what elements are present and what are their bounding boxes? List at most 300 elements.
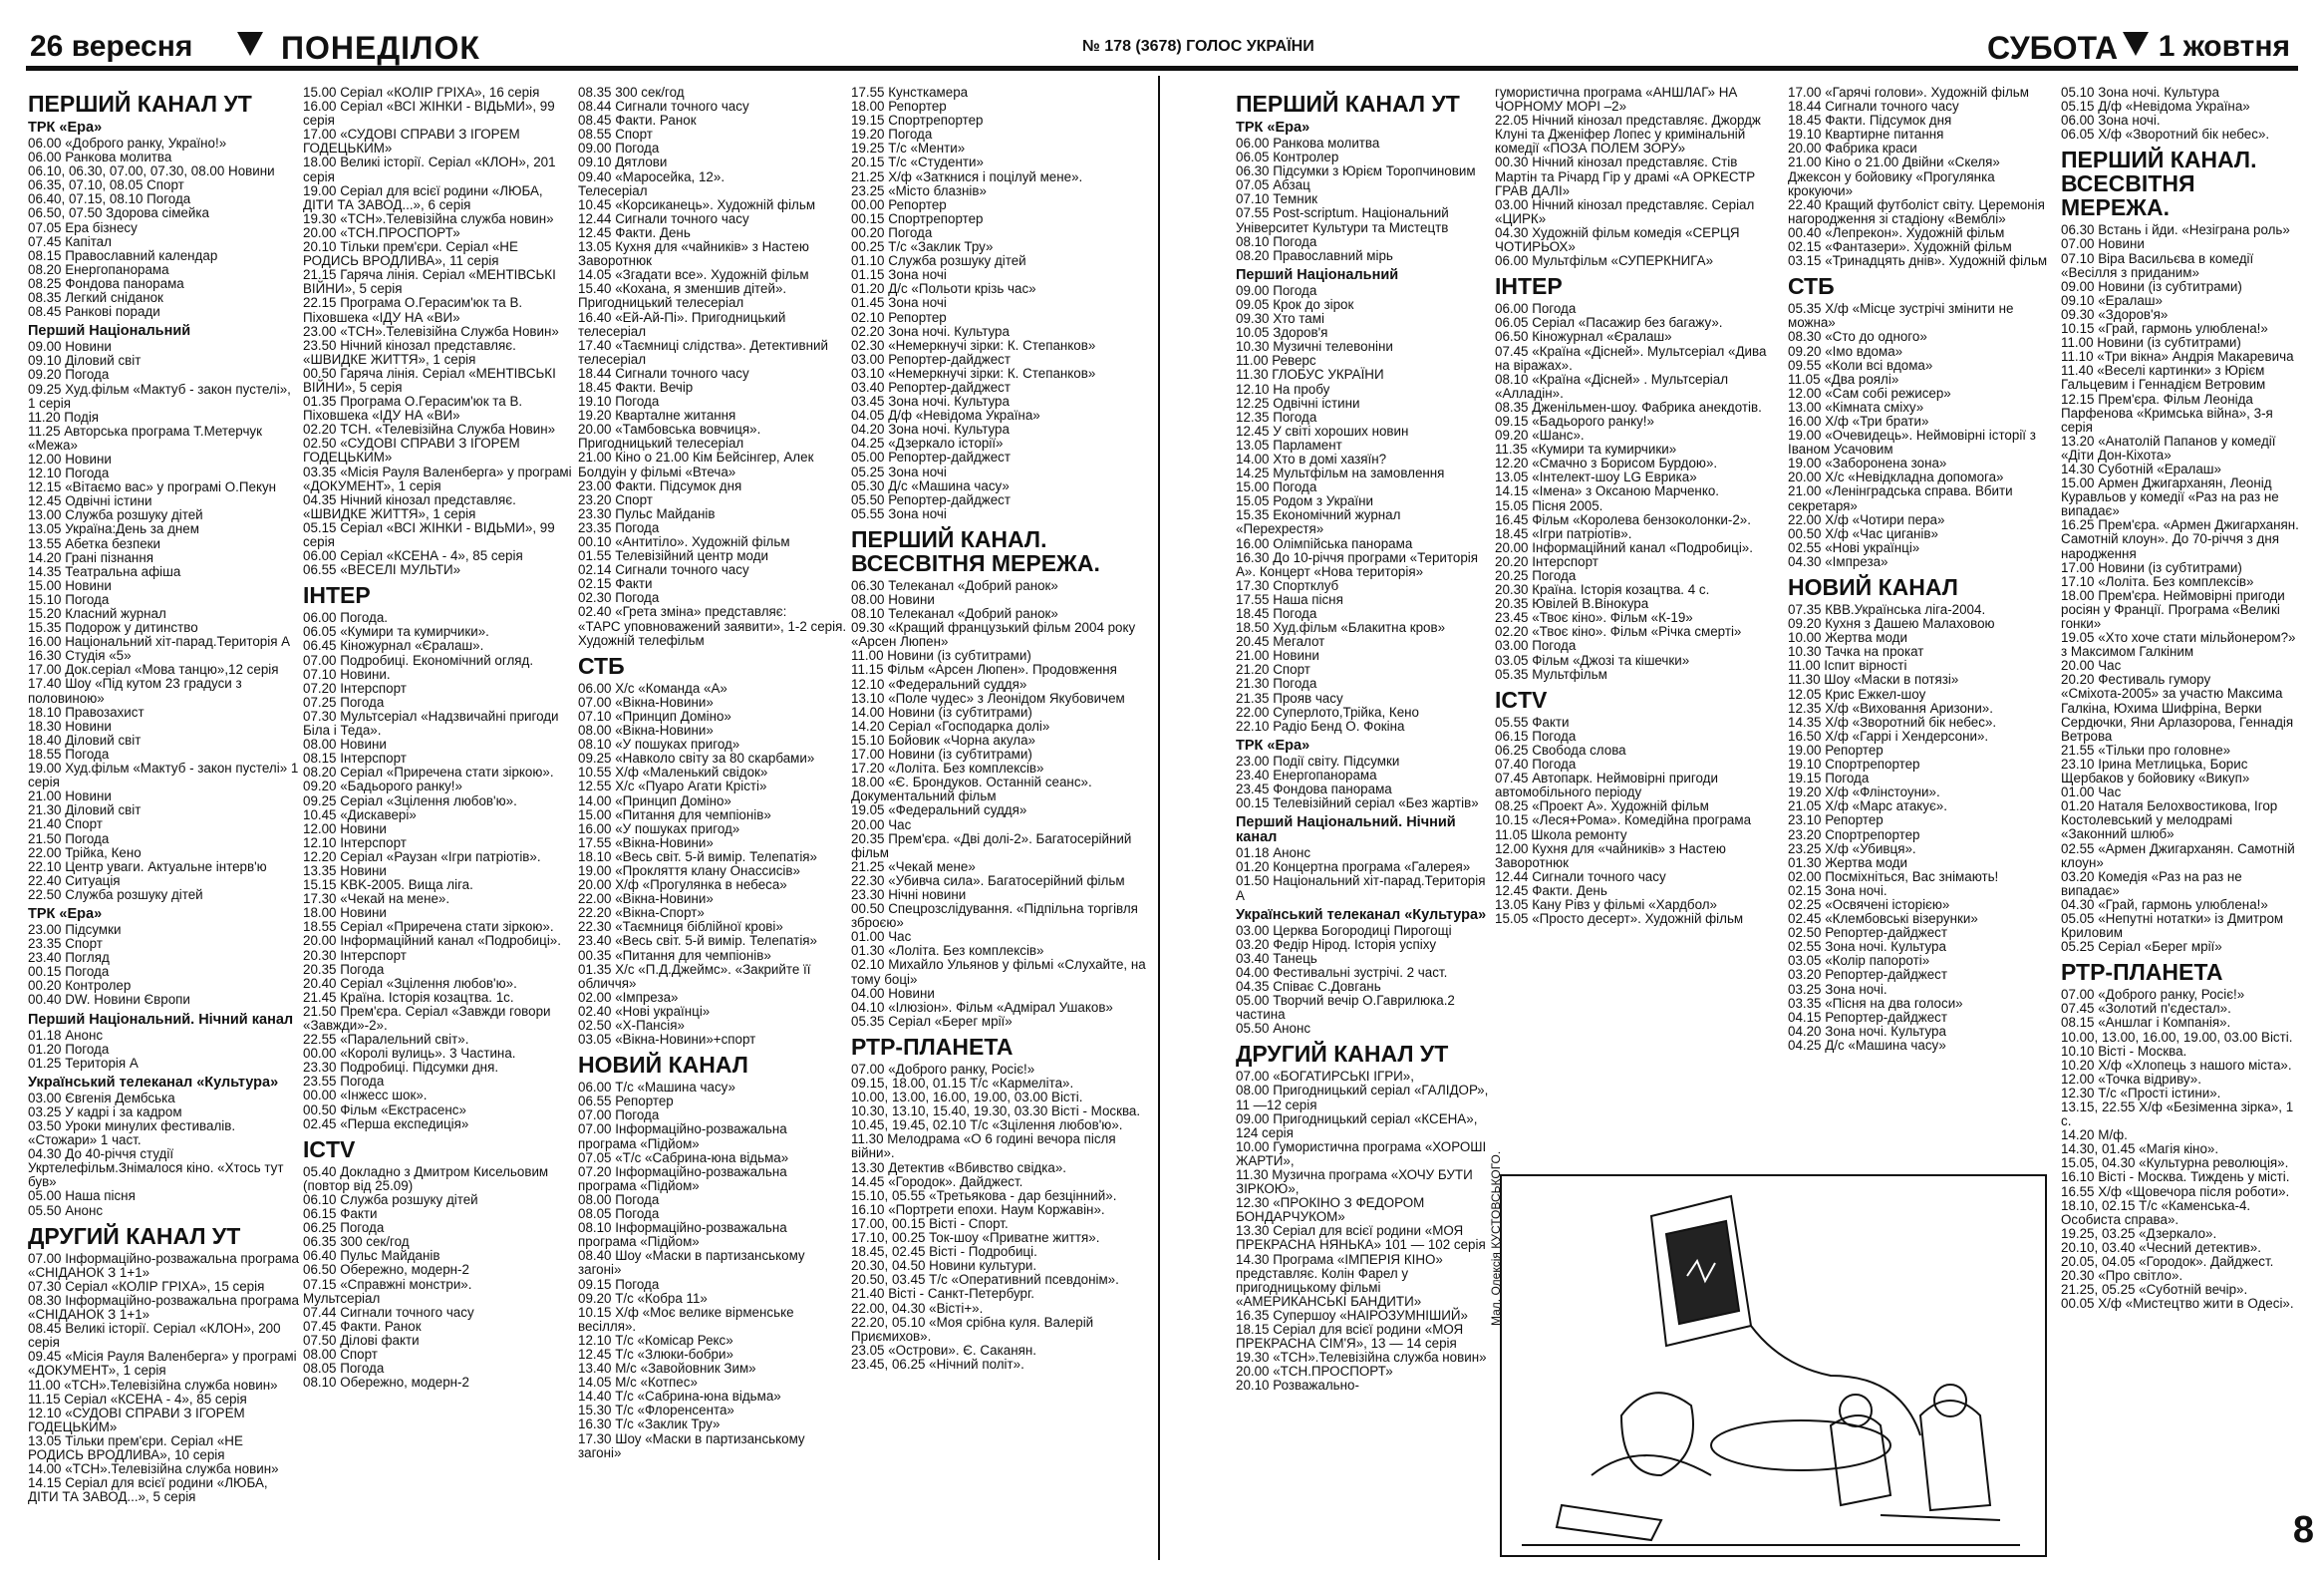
schedule-item: 07.00 Погода xyxy=(578,1107,660,1123)
schedule-item: 14.15 Серіал для всієї родини «ЛЮБА, ДІТИ ТА ЗАВОД...», 5 серія xyxy=(28,1475,268,1505)
subchannel-title: Перший Національний xyxy=(1236,266,1399,283)
schedule-item: 19.25, 03.25 «Дзеркало». xyxy=(2061,1225,2217,1241)
schedule-item: 04.05 Д/ф «Невідома Україна» xyxy=(851,408,1040,424)
schedule-item: 15.05 Родом з України xyxy=(1236,493,1374,509)
schedule-item: 23.25 Х/ф «Убивця». xyxy=(1788,840,1916,856)
schedule-item: 22.40 Ситуація xyxy=(28,872,121,888)
schedule-item: 19.20 Кварталне житання xyxy=(578,408,736,424)
schedule-item: 06.00 Зона ночі. xyxy=(2061,113,2161,129)
schedule-item: 09.20 Кухня з Дашею Малаховою xyxy=(1788,616,1995,632)
schedule-item: 13.30 Детектив «Вбивство свідка». xyxy=(851,1159,1067,1175)
schedule-item: 13.05 Тільки прем'єри. Серіал «НЕ РОДИСЬ ВРОДЛИВА», 10 серія xyxy=(28,1432,243,1462)
schedule-item: 20.30 Інтерспорт xyxy=(303,947,407,963)
schedule-item: 12.00 «Сам собі режисер» xyxy=(1788,385,1951,401)
schedule-item: 11.20 Подія xyxy=(28,409,100,425)
schedule-item: 06.25 Погода xyxy=(303,1220,385,1236)
schedule-item: 12.44 Сигнали точного часу xyxy=(1495,868,1666,884)
schedule-item: 06.35 300 сек/год xyxy=(303,1234,410,1250)
schedule-item: 08.20 Енергопанорама xyxy=(28,261,169,277)
schedule-item: 21.00 «Ленінградська справа. Вбити секретаря» xyxy=(1788,483,2013,513)
schedule-item: 20.00 Інформаційний канал «Подробиці». xyxy=(303,933,561,949)
schedule-item: 02.15 Зона ночі. xyxy=(1788,882,1888,898)
schedule-item: 13.00 «Кімната сміху» xyxy=(1788,399,1924,415)
schedule-item: 01.20 Концертна програма «Галерея» xyxy=(1236,859,1471,875)
schedule-item: 19.10 Спортрепортер xyxy=(1788,757,1920,773)
schedule-item: 16.00 «У пошуках пригод» xyxy=(578,820,740,836)
schedule-item: 20.15 Т/с «Студенти» xyxy=(851,155,984,170)
schedule-item: 21.15 Гаряча лінія. Серіал «МЕНТІВСЬКІ ВІЙНИ», 5 серія xyxy=(303,267,556,297)
schedule-item: 05.00 Творчий вечір О.Гаврилюка.2 частина xyxy=(1236,993,1455,1023)
schedule-item: 21.40 Спорт xyxy=(28,816,103,832)
schedule-item: 00.30 Нічний кінозал представляє. Стів Мартін та Річард Гір у драмі «А ОРКЕСТР ГРАВ ДАЛІ» xyxy=(1495,155,1756,198)
schedule-item: 07.50 Ділові факти xyxy=(303,1332,420,1348)
subchannel-title: Перший Національний xyxy=(28,323,191,340)
schedule-item: 22.40 Кращий футболіст світу. Церемонія нагородження зі стадіону «Вемблі» xyxy=(1788,196,2045,226)
schedule-item: «ТАРС уповноважений заявити», 1-2 серія. Художній телефільм xyxy=(578,618,847,648)
schedule-item: 07.40 Погода xyxy=(1495,757,1577,773)
schedule-item: 03.00 Євгенія Дембська xyxy=(28,1090,175,1105)
schedule-item: 05.50 Репортер-дайджест xyxy=(851,491,1011,507)
schedule-item: 21.50 Погода xyxy=(28,830,110,846)
schedule-item: 02.50 Репортер-дайджест xyxy=(1788,925,1947,941)
right-date: 1 жовтня xyxy=(2158,30,2290,63)
schedule-item: 14.40 Т/с «Сабрина-юна відьма» xyxy=(578,1389,781,1405)
schedule-item: 18.15 Серіал для всієї родини «МОЯ ПРЕКРАСНА СІМ'Я», 13 — 14 серія xyxy=(1236,1322,1464,1352)
schedule-item: 20.20 Інтерспорт xyxy=(1495,553,1598,569)
schedule-item: 09.20 «Бадьорого ранку!» xyxy=(303,779,462,794)
schedule-item: 08.05 Погода xyxy=(578,1206,660,1222)
schedule-item: 14.00 «Принцип Доміно» xyxy=(578,792,731,808)
channel-title: ПЕРШИЙ КАНАЛ УТ xyxy=(1236,91,1460,117)
schedule-item: 15.15 KBK-2005. Вища ліга. xyxy=(303,877,473,893)
schedule-item: 05.05 «Непутні нотатки» із Дмитром Криловим xyxy=(2061,910,2284,941)
schedule-item: 19.10 Погода xyxy=(578,394,660,410)
schedule-item: 01.00 Час xyxy=(851,929,912,945)
schedule-item: 17.20 «Лоліта. Без комплексів» xyxy=(851,761,1044,777)
schedule-item: 09.00 Погода xyxy=(1236,282,1317,298)
channel-title: ДРУГИЙ КАНАЛ УТ xyxy=(28,1222,241,1249)
schedule-item: 02.30 «Немеркнучі зірки: К. Степанков» xyxy=(851,337,1096,353)
schedule-item: 08.45 Факти. Ранок xyxy=(578,113,697,129)
schedule-item: 01.20 Д/с «Польоти крізь час» xyxy=(851,281,1036,297)
channel-title: ПЕРШИЙ КАНАЛ. ВСЕСВІТНЯ МЕРЕЖА. xyxy=(2061,147,2257,221)
schedule-item: 12.35 Х/ф «Виховання Аризони». xyxy=(1788,700,1993,716)
schedule-item: 23.50 Нічний кінозал представляє. «ШВИДКЕ ЖИТТЯ», 1 серія xyxy=(303,337,516,367)
schedule-item: 09.30 «Кращий французький фільм 2004 року «Арсен Люпен» xyxy=(851,620,1136,650)
schedule-item: 13.00 Служба розшуку дітей xyxy=(28,507,203,523)
schedule-item: 07.00 «БОГАТИРСЬКІ ІГРИ», xyxy=(1236,1069,1414,1085)
schedule-item: 23.05 «Острови». Є. Саканян. xyxy=(851,1342,1036,1358)
schedule-item: 08.00 Пригодницький серіал «ГАЛІДОР», 11 —12 серія xyxy=(1236,1083,1489,1112)
schedule-item: 18.55 Погода xyxy=(28,746,110,762)
schedule-item: 18.44 Сигнали точного часу xyxy=(578,365,749,381)
schedule-item: 10.30 Тачка на прокат xyxy=(1788,644,1924,660)
schedule-item: 08.44 Сигнали точного часу xyxy=(578,99,749,115)
schedule-item: 09.20 «Шанс». xyxy=(1495,428,1585,444)
schedule-item: 13.05 Парламент xyxy=(1236,437,1342,453)
schedule-item: 06.55 Репортер xyxy=(578,1094,674,1109)
schedule-item: 03.05 «Колір папороті» xyxy=(1788,953,1930,969)
schedule-item: 06.15 Факти xyxy=(303,1206,378,1222)
schedule-item: 21.00 Новини xyxy=(28,788,112,804)
schedule-item: 19.00 «Очевидець». Неймовірні історії з Іваном Усачовим xyxy=(1788,428,2036,458)
schedule-item: 06.30 Підсумки з Юрієм Торопчиновим xyxy=(1236,163,1476,179)
schedule-item: 12.25 Одвічні істини xyxy=(1236,395,1360,411)
schedule-item: 05.10 Зона ночі. Культура xyxy=(2061,86,2219,100)
schedule-item: 00.00 «Королі вулиць». 3 Частина. xyxy=(303,1046,516,1062)
schedule-item: 13.55 Абетка безпеки xyxy=(28,535,160,551)
schedule-item: 05.35 Мультфільм xyxy=(1495,666,1607,682)
schedule-item: гумористична програма «АНШЛАГ» НА ЧОРНОМУ МОРІ –2» xyxy=(1495,86,1738,115)
schedule-item: 00.50 Гаряча лінія. Серіал «МЕНТІВСЬКІ ВІЙНИ», 5 серія xyxy=(303,365,556,395)
subchannel-title: ТРК «Ера» xyxy=(1236,737,1310,754)
schedule-item: 08.10 Інформаційно-розважальна програма «Підйом» xyxy=(578,1220,787,1250)
schedule-item: 11.15 Фільм «Арсен Люпен». Продовження xyxy=(851,662,1117,678)
schedule-item: 11.05 «Два роялі» xyxy=(1788,371,1899,387)
schedule-item: 06.40, 07.15, 08.10 Погода xyxy=(28,191,191,207)
schedule-item: 03.40 Репортер-дайджест xyxy=(851,379,1011,395)
schedule-item: 13.20 «Анатолій Папанов у комедії «Діти Дон-Кіхота» xyxy=(2061,433,2276,463)
schedule-item: 03.10 «Немеркнучі зірки: К. Степанков» xyxy=(851,365,1096,381)
schedule-item: 00.10 «Антитіло». Художній фільм xyxy=(578,534,790,549)
schedule-item: 23.00 Підсумки xyxy=(28,921,122,937)
channel-title: ДРУГИЙ КАНАЛ УТ xyxy=(1236,1041,1449,1068)
schedule-item: 21.05 Х/ф «Марс атакує». xyxy=(1788,798,1947,814)
schedule-item: 02.20 ТСН. «Телевізійна Служба Новин» xyxy=(303,422,556,438)
schedule-item: 02.00 Посміхніться, Вас знімають! xyxy=(1788,868,1999,884)
schedule-item: 07.35 КВВ.Українська ліга-2004. xyxy=(1788,602,1986,617)
schedule-item: 01.30 Жертва моди xyxy=(1788,854,1907,870)
schedule-item: 09.15 «Бадьорого ранку!» xyxy=(1495,413,1654,429)
schedule-item: 17.55 Кунсткамера xyxy=(851,86,969,100)
schedule-item: 07.30 Мультсеріал «Надзвичайні пригоди Біла і Теда». xyxy=(303,708,559,739)
schedule-item: 12.44 Сигнали точного часу xyxy=(578,210,749,226)
schedule-item: 20.35 Погода xyxy=(303,961,385,977)
schedule-item: 21.00 Кіно о 21.00 Двійни «Скеля» Джексон у бойовику «Прогулянка крокуючи» xyxy=(1788,155,2000,198)
schedule-item: 17.00 «СУДОВІ СПРАВИ З ІГОРЕМ ГОДЕЦЬКИМ» xyxy=(303,127,520,157)
schedule-item: 12.15 «Вітаємо вас» у програмі О.Пекун xyxy=(28,479,277,495)
schedule-item: 16.55 Х/ф «Щовечора після роботи». xyxy=(2061,1183,2290,1199)
schedule-item: 02.30 Погода xyxy=(578,590,660,606)
schedule-item: 18.00 Прем'єра. Неймовірні пригоди росіян у Франції. Програма «Великі гонки» xyxy=(2061,587,2285,631)
schedule-item: 07.05 Абзац xyxy=(1236,177,1310,193)
schedule-item: 19.30 «ТСН».Телевізійна служба новин» xyxy=(1236,1350,1487,1366)
schedule-item: 08.35 Дженільмен-шоу. Фабрика анекдотів. xyxy=(1495,399,1762,415)
schedule-item: 08.35 300 сек/год xyxy=(578,86,685,100)
schedule-item: 12.10 Погода xyxy=(28,466,110,481)
schedule-column xyxy=(1236,86,1491,1556)
schedule-item: 22.10 Центр уваги. Актуальне інтерв'ю xyxy=(28,858,267,874)
schedule-item: 09.10 «Ералаш» xyxy=(2061,292,2163,308)
schedule-item: 16.10 Вісті - Москва. Тиждень у місті. xyxy=(2061,1169,2290,1185)
schedule-item: 01.00 Час xyxy=(2061,785,2122,800)
cartoon-illustration xyxy=(1500,1174,2047,1557)
schedule-item: 08.10 Погода xyxy=(1236,233,1317,249)
schedule-item: 21.45 Країна. Історія козацтва. 1с. xyxy=(303,989,514,1005)
schedule-item: 18.45 «Ігри патріотів». xyxy=(1495,525,1632,541)
schedule-item: 05.30 Д/с «Машина часу» xyxy=(851,477,1010,493)
schedule-item: 20.45 Мегалот xyxy=(1236,634,1325,650)
schedule-item: 03.05 Фільм «Джозі та кішечки» xyxy=(1495,652,1690,668)
schedule-item: 22.10 Радіо Бенд О. Фокіна xyxy=(1236,718,1405,734)
schedule-item: 15.00 Серіал «КОЛІР ГРІХА», 16 серія xyxy=(303,86,540,100)
schedule-item: 16.30 Т/с «Заклик Тру» xyxy=(578,1416,721,1432)
schedule-item: 08.40 Шоу «Маски в партизанському загоні» xyxy=(578,1248,805,1278)
schedule-item: 06.05 «Кумири та кумирчики». xyxy=(303,624,489,640)
schedule-item: 05.55 Зона ночі xyxy=(851,505,947,521)
subchannel-title: Український телеканал «Культура» xyxy=(1236,906,1487,923)
schedule-item: 10.30, 13.10, 15.40, 19.30, 03.30 Вісті - Москва. xyxy=(851,1103,1141,1119)
schedule-item: 11.30 ГЛОБУС УКРАЇНИ xyxy=(1236,367,1384,383)
schedule-item: 23.10 Ірина Метлицька, Борис Щербаков у бойовику «Викуп» xyxy=(2061,756,2250,786)
schedule-item: 21.30 Діловий світ xyxy=(28,802,142,818)
schedule-item: 03.40 Танець xyxy=(1236,950,1317,966)
schedule-item: 23.45 «Твоє кіно». Фільм «К-19» xyxy=(1495,610,1693,626)
schedule-item: 16.10 «Портрети епохи. Наум Коржавін». xyxy=(851,1201,1105,1217)
schedule-item: 12.30 Т/с «Прості істини». xyxy=(2061,1085,2221,1100)
channel-title: СТБ xyxy=(578,652,625,679)
schedule-item: 09.20 «Імо вдома» xyxy=(1788,343,1903,359)
schedule-item: 09.10 Дятлови xyxy=(578,155,668,170)
schedule-item: 11.35 «Кумири та кумирчики» xyxy=(1495,442,1677,458)
channel-title: НОВИЙ КАНАЛ xyxy=(1788,574,1958,600)
schedule-item: 19.15 Спортрепортер xyxy=(851,113,984,129)
schedule-item: 06.00 Мультфільм «СУПЕРКНИГА» xyxy=(1495,253,1714,269)
schedule-item: 22.30 «Таємниця біблійної крові» xyxy=(578,919,783,935)
schedule-item: 03.05 «Вікна-Новини»+спорт xyxy=(578,1032,756,1048)
schedule-item: 08.55 Спорт xyxy=(578,127,653,143)
schedule-item: 07.45 Капітал xyxy=(28,233,112,249)
schedule-item: 14.35 Театральна афіша xyxy=(28,563,181,579)
schedule-item: 17.00 Док.серіал «Мова танцю»,12 серія xyxy=(28,662,279,678)
schedule-item: 01.55 Телевізійний центр моди xyxy=(578,548,768,564)
schedule-item: 03.35 «Місія Рауля Валенберга» у програмі «ДОКУМЕНТ», 1 серія xyxy=(303,464,572,493)
schedule-item: 11.25 Авторська програма Т.Метерчук «Межа» xyxy=(28,423,262,453)
schedule-item: 08.00 Погода xyxy=(578,1191,660,1207)
schedule-item: 07.00 Інформаційно-розважальна програма «Підйом» xyxy=(578,1121,787,1151)
schedule-item: 18.45 Погода xyxy=(1236,606,1317,621)
schedule-item: 15.05 «Просто десерт». Художній фільм xyxy=(1495,911,1744,927)
schedule-item: 09.25 Худ.фільм «Мактуб - закон пустелі», 1 серія xyxy=(28,381,291,411)
schedule-item: 03.35 «Пісня на два голоси» xyxy=(1788,995,1963,1011)
schedule-item: 12.05 Крис Ежкел-шоу xyxy=(1788,686,1926,702)
schedule-item: 07.30 Серіал «КОЛІР ГРІХА», 15 серія xyxy=(28,1278,265,1294)
left-day-title: ПОНЕДІЛОК xyxy=(281,30,480,66)
schedule-item: 14.45 «Городок». Дайджест. xyxy=(851,1173,1023,1189)
schedule-item: 07.00 Інформаційно-розважальна програма «СНІДАНОК З 1+1» xyxy=(28,1250,299,1280)
schedule-item: 14.15 «Імена» з Оксаною Марченко. xyxy=(1495,483,1719,499)
schedule-item: 17.55 «Вікна-Новини» xyxy=(578,834,714,850)
schedule-item: 06.00 Погода xyxy=(1495,301,1577,317)
schedule-item: 12.45 У світі хороших новин xyxy=(1236,423,1409,439)
schedule-item: 17.30 Шоу «Маски в партизанському загоні» xyxy=(578,1430,805,1460)
schedule-item: 19.10 Квартирне питання xyxy=(1788,127,1944,143)
schedule-item: 09.30 Хто тамі xyxy=(1236,311,1324,327)
schedule-item: 00.50 Спецрозслідування. «Підпільна торгівля зброєю» xyxy=(851,901,1138,931)
schedule-item: 11.10 «Три вікна» Андрія Макаревича xyxy=(2061,349,2294,365)
schedule-item: 12.10 Т/с «Комісар Рекс» xyxy=(578,1332,733,1348)
schedule-item: 00.15 Телевізійний серіал «Без жартів» xyxy=(1236,795,1479,811)
schedule-item: 08.00 Спорт xyxy=(303,1346,378,1362)
schedule-item: 03.50 Уроки минулих фестивалів. «Стожари» 1 част. xyxy=(28,1118,236,1148)
schedule-item: 08.45 Великі історії. Серіал «КЛОН», 200 серія xyxy=(28,1321,281,1351)
schedule-item: 10.00, 13.00, 16.00, 19.00, 03.00 Вісті. xyxy=(851,1090,1083,1105)
schedule-item: 05.00 Наша пісня xyxy=(28,1188,136,1204)
schedule-item: 07.10 Віра Васильєва в комедії «Весілля з приданим» xyxy=(2061,250,2254,280)
schedule-item: 17.00, 00.15 Вісті - Спорт. xyxy=(851,1215,1009,1231)
schedule-item: 16.50 Х/ф «Гаррі і Хендерсони». xyxy=(1788,728,1989,744)
schedule-item: 00.20 Контролер xyxy=(28,978,132,994)
schedule-item: 07.20 Інформаційно-розважальна програма «Підйом» xyxy=(578,1163,787,1193)
schedule-item: 10.45 «Корсиканець». Художній фільм xyxy=(578,196,816,212)
right-day-title: СУБОТА xyxy=(1987,30,2119,66)
schedule-item: 22.00 Х/ф «Чотири пера» xyxy=(1788,511,1945,527)
schedule-item: 21.00 Кіно о 21.00 Кім Бейсінгер, Алек Болдуін у фільмі «Втеча» xyxy=(578,450,814,479)
schedule-item: 22.00 Трійка, Кено xyxy=(28,844,142,860)
schedule-item: 10.20 Х/ф «Хлопець з нашого міста». xyxy=(2061,1057,2292,1073)
schedule-item: 13.15, 22.55 Х/ф «Безіменна зірка», 1 с. xyxy=(2061,1099,2294,1129)
schedule-item: 19.20 Х/ф «Флінстоуни». xyxy=(1788,785,1940,800)
schedule-item: 13.30 Серіал для всієї родини «МОЯ ПРЕКРАСНА НЯНЬКА» 101 — 102 серія xyxy=(1236,1223,1486,1253)
schedule-item: 02.45 «Перша експедиція» xyxy=(303,1115,469,1131)
schedule-item: 07.10 Темник xyxy=(1236,191,1318,207)
schedule-item: 06.00 Х/с «Команда «А» xyxy=(578,680,727,696)
schedule-item: 19.00 «Заборонена зона» xyxy=(1788,456,1947,471)
schedule-item: 14.00 Хто в домі хазяїн? xyxy=(1236,451,1387,467)
schedule-item: 17.00 Новини (із субтитрами) xyxy=(2061,559,2242,575)
schedule-item: 12.45 Одвічні істини xyxy=(28,493,152,509)
schedule-item: 07.44 Сигнали точного часу xyxy=(303,1304,474,1320)
schedule-item: 04.00 Фестивальні зустрічі. 2 част. xyxy=(1236,964,1448,980)
schedule-item: 11.00 «ТСН».Телевізійна служба новин» xyxy=(28,1377,278,1393)
schedule-item: 03.25 Зона ночі. xyxy=(1788,981,1888,997)
schedule-item: 02.50 «Х-Пансія» xyxy=(578,1018,685,1033)
schedule-item: 21.25 Х/ф «Заткнися і поцілуй мене». xyxy=(851,168,1083,184)
schedule-item: 01.18 Анонс xyxy=(1236,845,1311,861)
schedule-item: 14.35 Х/ф «Зворотний бік небес». xyxy=(1788,714,1997,730)
schedule-item: 17.40 «Таємниці слідства». Детективний телесеріал xyxy=(578,337,828,367)
schedule-item: 20.25 Погода xyxy=(1495,568,1577,583)
schedule-item: 01.20 Погода xyxy=(28,1041,110,1057)
schedule-item: 09.25 Серіал «Зцілення любов'ю». xyxy=(303,792,517,808)
schedule-item: 22.55 «Паралельний світ». xyxy=(303,1032,469,1048)
schedule-item: 03.45 Зона ночі. Культура xyxy=(851,394,1010,410)
schedule-item: 14.05 «Згадати все». Художній фільм xyxy=(578,267,809,283)
schedule-item: 04.20 Зона ночі. Культура xyxy=(851,422,1010,438)
schedule-item: 01.50 Національний хіт-парад.Територія А xyxy=(1236,873,1486,903)
schedule-item: 19.20 Погода xyxy=(851,127,933,143)
schedule-item: 02.10 Репортер xyxy=(851,309,947,325)
schedule-item: 11.40 «Веселі картинки» з Юрієм Гальцевим і Геннадієм Ветровим xyxy=(2061,363,2266,393)
schedule-item: 20.40 Серіал «Зцілення любов'ю». xyxy=(303,975,517,991)
schedule-item: 04.10 «Ілюзіон». Фільм «Адмірал Ушаков» xyxy=(851,999,1113,1015)
schedule-item: 10.05 Здоров'я xyxy=(1236,325,1328,341)
schedule-item: 20.00 «ТСН.ПРОСПОРТ» xyxy=(303,224,460,240)
schedule-item: 11.30 Мелодрама «О 6 годині вечора після війни». xyxy=(851,1131,1116,1161)
schedule-item: 15.20 Класний журнал xyxy=(28,606,166,621)
schedule-item: 08.15 «Аншлаг і Компанія». xyxy=(2061,1015,2231,1031)
schedule-item: 14.30 Суботній «Ералаш» xyxy=(2061,461,2221,476)
schedule-item: 06.00 Ранкова молитва xyxy=(1236,136,1380,151)
schedule-item: 12.00 «Точка відриву». xyxy=(2061,1071,2201,1087)
schedule-item: 06.50, 07.50 Здорова сімейка xyxy=(28,205,209,221)
schedule-item: 08.30 Інформаційно-розважальна програма «СНІДАНОК З 1+1» xyxy=(28,1292,299,1323)
schedule-item: 07.45 Автопарк. Неймовірні пригоди автомобільного періоду xyxy=(1495,771,1718,800)
channel-title: ICTV xyxy=(1495,686,1548,713)
schedule-item: 08.45 Ранкові поради xyxy=(28,304,160,320)
schedule-item: 14.20 Грані пізнання xyxy=(28,549,153,565)
schedule-item: 08.10 «У пошуках пригод» xyxy=(578,737,740,753)
schedule-item: 09.20 Погода xyxy=(28,367,110,383)
schedule-item: 10.15 «Леся+Рома». Комедійна програма xyxy=(1495,812,1752,828)
schedule-item: 20.05, 04.05 «Городок». Дайджест. xyxy=(2061,1254,2274,1270)
schedule-item: 01.10 Служба розшуку дітей xyxy=(851,253,1026,269)
schedule-item: 23.40 Енергопанорама xyxy=(1236,767,1377,783)
schedule-item: 06.10, 06.30, 07.00, 07.30, 08.00 Новини xyxy=(28,163,275,179)
schedule-item: 22.00, 04.30 «Вісті+». xyxy=(851,1300,984,1316)
schedule-item: 04.25 «Дзеркало історії» xyxy=(851,436,1004,452)
schedule-item: 09.00 Погода xyxy=(578,141,660,157)
schedule-item: 12.10 На пробу xyxy=(1236,381,1330,397)
schedule-item: 10.15 «Грай, гармонь улюблена!» xyxy=(2061,321,2268,337)
schedule-item: 23.30 Пульс Майданів xyxy=(578,505,716,521)
schedule-item: 06.35, 07.10, 08.05 Спорт xyxy=(28,177,184,193)
schedule-item: 03.00 Церква Богородиці Пирогощі xyxy=(1236,922,1452,938)
schedule-item: 12.15 Прем'єра. Фільм Леоніда Парфенова «Кримська війна», 3-я серія xyxy=(2061,391,2273,435)
schedule-item: 00.40 DW. Новини Європи xyxy=(28,992,190,1008)
schedule-item: 15.35 Економічний журнал «Перехрестя» xyxy=(1236,507,1401,537)
schedule-item: 20.50, 03.45 Т/с «Оперативний псевдонім». xyxy=(851,1272,1119,1288)
schedule-item: 03.20 Федір Нірод. Історія успіху xyxy=(1236,936,1437,952)
schedule-item: 23.10 Репортер xyxy=(1788,812,1884,828)
channel-title: ІНТЕР xyxy=(1495,273,1563,300)
schedule-item: 03.20 Комедія «Раз на раз не випадає» xyxy=(2061,868,2242,898)
schedule-item: 04.00 Новини xyxy=(851,985,935,1001)
schedule-item: 04.35 Нічний кінозал представляє. «ШВИДКЕ ЖИТТЯ», 1 серія xyxy=(303,491,516,521)
schedule-item: 20.00 Х/с «Невідкладна допомога» xyxy=(1788,470,2004,485)
schedule-item: 16.45 Фільм «Королева бензоколонки-2». xyxy=(1495,511,1751,527)
schedule-column xyxy=(851,86,1150,1556)
schedule-item: 18.45 Факти. Підсумок дня xyxy=(1788,113,1952,129)
schedule-column xyxy=(28,86,299,1556)
schedule-item: 20.10 Тільки прем'єри. Серіал «НЕ РОДИСЬ ВРОДЛИВА», 11 серія xyxy=(303,239,518,269)
schedule-item: 10.15 Х/ф «Моє велике вірменське весілля». xyxy=(578,1304,794,1334)
schedule-item: 07.15 «Справжні монстри». xyxy=(303,1276,472,1292)
schedule-item: 06.05 Контролер xyxy=(1236,150,1339,165)
schedule-item: 23.00 Події світу. Підсумки xyxy=(1236,753,1400,769)
schedule-item: 02.15 Факти xyxy=(578,576,653,592)
schedule-item: 18.00 Великі історії. Серіал «КЛОН», 201 серія xyxy=(303,155,556,184)
schedule-item: 16.35 Супершоу «НАІРОЗУМНІШИЙ» xyxy=(1236,1307,1468,1323)
subchannel-title: ТРК «Ера» xyxy=(28,905,103,922)
schedule-item: 06.30 Телеканал «Добрий ранок» xyxy=(851,577,1058,593)
schedule-item: 12.10 «СУДОВІ СПРАВИ З ІГОРЕМ ГОДЕЦЬКИМ» xyxy=(28,1405,245,1434)
schedule-item: 13.10 «Поле чудес» з Леонідом Якубовичем xyxy=(851,690,1125,706)
schedule-item: 19.15 Погода xyxy=(1788,771,1870,786)
schedule-item: 06.00 «Доброго ранку, Україно!» xyxy=(28,136,227,151)
schedule-item: 07.10 Новини. xyxy=(303,666,391,682)
schedule-item: 21.20 Спорт xyxy=(1236,662,1310,678)
schedule-item: 02.55 Зона ночі. Культура xyxy=(1788,939,1946,955)
schedule-item: 00.05 Х/ф «Мистецтво жити в Одесі». xyxy=(2061,1296,2294,1312)
schedule-item: 03.25 У кадрі і за кадром xyxy=(28,1103,182,1119)
schedule-item: 07.00 «Доброго ранку, Росіє!» xyxy=(851,1061,1035,1077)
schedule-item: 12.30 «ПРОКІНО З ФЕДОРОМ БОНДАРЧУКОМ» xyxy=(1236,1195,1425,1225)
schedule-item: 07.25 Погода xyxy=(303,694,385,710)
schedule-item: 21.40 Вісті - Санкт-Петербург. xyxy=(851,1286,1034,1302)
schedule-item: 04.15 Репортер-дайджест xyxy=(1788,1009,1947,1025)
schedule-item: 19.05 «Хто хоче стати мільйонером?» з Максимом Галкіним xyxy=(2061,630,2296,660)
